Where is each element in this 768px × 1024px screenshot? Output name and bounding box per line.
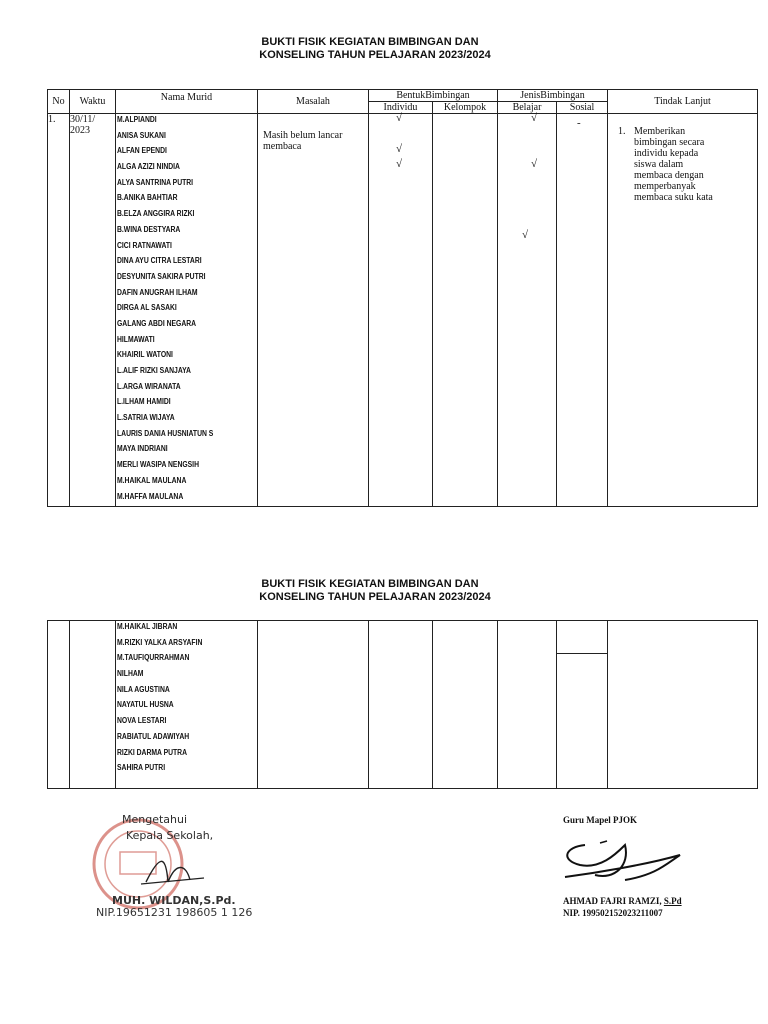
tindak-lanjut-line: individu kepada [634,148,699,159]
student-name: ALFAN EPENDI [117,146,167,156]
teacher-signature [555,825,695,895]
kelompok-cell [433,114,498,507]
principal-name: MUH. WILDAN,S.Pd. [112,894,236,907]
student-name: L.ILHAM HAMIDI [117,397,171,407]
individu-cell [369,621,433,789]
header-individu: Individu [369,102,433,114]
tindak-lanjut-line: Memberikan [634,126,686,137]
student-name: DINA AYU CITRA LESTARI [117,256,202,266]
student-name: NILA AGUSTINA [117,684,170,694]
header-belajar: Belajar [498,102,557,114]
guidance-table [47,89,758,507]
sosial-cell [557,114,608,507]
tindak-lanjut-text [634,126,744,203]
student-name: M.RIZKI YALKA ARSYAFIN [117,637,203,647]
kepala-sekolah-label: Kepala Sekolah, [126,829,214,842]
check-mark: √ [522,229,529,241]
dash-mark: - [577,117,581,129]
student-name: LAURIS DANIA HUSNIATUN S [117,428,214,438]
document-title [0,36,740,62]
student-name: SAHIRA PUTRI [117,763,166,773]
title-line-1: BUKTI FISIK KEGIATAN BIMBINGAN DAN [261,36,479,48]
kelompok-cell [433,621,498,789]
individu-cell [369,114,433,507]
tindak-lanjut-cell [608,621,758,789]
tindak-lanjut-line: membaca dengan [634,170,704,181]
row-no [48,621,70,789]
title-line-2: KONSELING TAHUN PELAJARAN 2023/2024 [259,49,491,61]
student-name: DAFIN ANUGRAH ILHAM [117,287,198,297]
student-name: M.ALPIANDI [117,115,157,124]
header-no: No [48,90,70,114]
student-name: NAYATUL HUSNA [117,700,174,710]
student-name: ALYA SANTRINA PUTRI [117,177,194,187]
check-mark: √ [396,143,403,155]
header-kelompok: Kelompok [433,102,498,114]
teacher-role: Guru Mapel PJOK [563,815,637,825]
belajar-cell [498,114,557,507]
waktu-line-1: 30/11/ [70,114,96,125]
student-name: L.SATRIA WIJAYA [117,413,175,423]
student-name: M.HAIKAL JIBRAN [117,622,178,631]
student-name: MERLI WASIPA NENGSIH [117,460,199,470]
student-name: M.HAFFA MAULANA [117,491,184,501]
teacher-name-degree: S.Pd [663,896,682,906]
teacher-nip: NIP. 199502152023211007 [563,908,663,918]
header-nama-murid: Nama Murid [116,90,258,114]
header-tindak-lanjut: Tindak Lanjut [608,90,758,114]
names-cell [116,621,258,789]
student-name: NOVA LESTARI [117,716,167,726]
student-name: B.ELZA ANGGIRA RIZKI [117,209,195,219]
student-name: KHAIRIL WATONI [117,350,173,360]
student-name: M.HAIKAL MAULANA [117,475,187,485]
sosial-cell [557,621,608,789]
student-name: DIRGA AL SASAKI [117,303,177,313]
title-line-1: BUKTI FISIK KEGIATAN BIMBINGAN DAN [261,578,479,590]
row-waktu [70,621,116,789]
student-name-list [117,621,236,778]
student-name: RABIATUL ADAWIYAH [117,731,190,741]
waktu-line-2: 2023 [70,125,90,136]
header-sosial: Sosial [557,102,608,114]
check-mark: √ [396,158,403,170]
student-name: MAYA INDRIANI [117,444,168,454]
teacher-name [563,896,682,906]
student-name: GALANG ABDI NEGARA [117,318,197,328]
header-waktu: Waktu [70,90,116,114]
row-no: 1. [48,114,70,507]
tindak-lanjut-number: 1. [618,126,626,137]
student-name: HILMAWATI [117,334,155,344]
student-name: B.WINA DESTYARA [117,224,181,234]
header-bentuk-bimbingan: BentukBimbingan [369,90,498,102]
masalah-cell [258,114,369,507]
student-name-list [117,114,236,506]
student-name: RIZKI DARMA PUTRA [117,747,188,757]
tindak-lanjut-line: membaca suku kata [634,192,713,203]
student-name: M.TAUFIQURRAHMAN [117,653,190,663]
tindak-lanjut-line: memperbanyak [634,181,696,192]
student-name: L.ALIF RIZKI SANJAYA [117,366,191,375]
document-title-page-2 [0,578,740,604]
masalah-cell [258,621,369,789]
tindak-lanjut-line: bimbingan secara [634,137,705,148]
masalah-line-1: Masih belum lancar [263,130,343,141]
mengetahui-label: Mengetahui [122,813,188,826]
student-name: L.ARGA WIRANATA [117,381,181,391]
student-name: ALGA AZIZI NINDIA [117,162,180,172]
cell-divider [557,653,607,654]
student-name: NILHAM [117,669,144,679]
names-cell [116,114,258,507]
masalah-line-2: membaca [263,141,302,152]
tindak-lanjut-line: siswa dalam [634,159,684,170]
guidance-table-continued [47,620,758,789]
check-mark: √ [531,158,538,170]
student-name: ANISA SUKANI [117,130,166,140]
check-mark: √ [396,112,403,124]
student-name: B.ANIKA BAHTIAR [117,193,178,203]
student-name: DESYUNITA SAKIRA PUTRI [117,271,206,281]
student-name: CICI RATNAWATI [117,240,172,250]
row-waktu [70,114,116,507]
header-masalah: Masalah [258,90,369,114]
belajar-cell [498,621,557,789]
tindak-lanjut-cell [608,114,758,507]
principal-nip: NIP.19651231 198605 1 126 [96,906,253,919]
tindak-lanjut-list [608,126,757,203]
check-mark: √ [531,112,538,124]
title-line-2: KONSELING TAHUN PELAJARAN 2023/2024 [259,591,491,603]
teacher-name-main: AHMAD FAJRI RAMZI, [563,896,664,906]
header-jenis-bimbingan: JenisBimbingan [498,90,608,102]
